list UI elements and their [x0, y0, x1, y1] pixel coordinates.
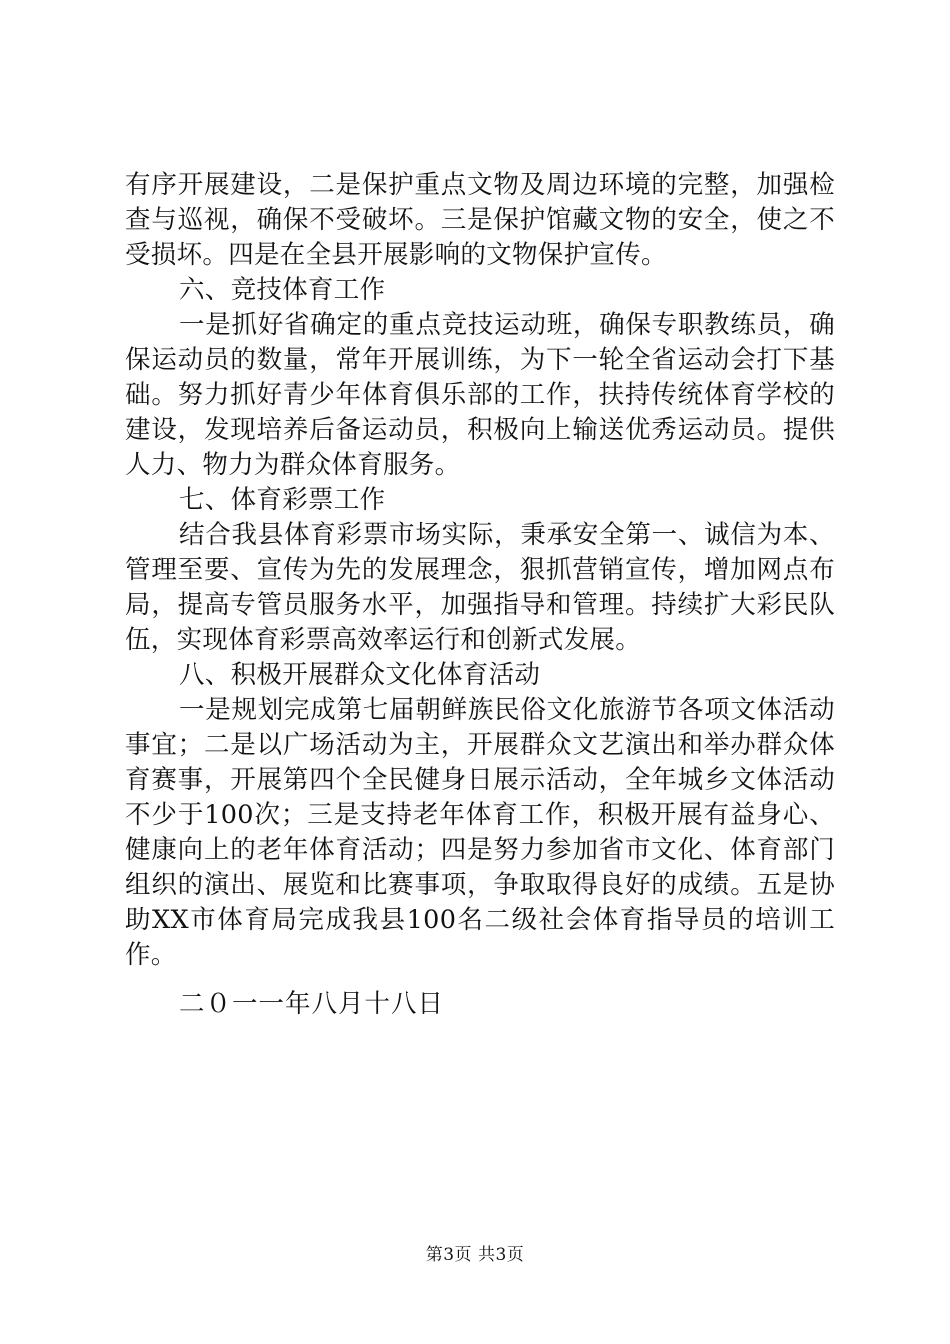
- paragraph-competitive-sports: 一是抓好省确定的重点竞技运动班，确保专职教练员，确保运动员的数量，常年开展训练，为下一轮全省运动会打下基础。努力抓好青少年体育俱乐部的工作，扶持传统体育学校的建设，发现培养后备运动员，积极向上输送优秀运动员。提供人力、物力为群众体育服务。: [125, 310, 835, 480]
- paragraph-sports-lottery: 结合我县体育彩票市场实际，秉承安全第一、诚信为本、管理至要、宣传为先的发展理念，狠抓营销宣传，增加网点布局，提高专管员服务水平，加强指导和管理。持续扩大彩民队伍，实现体育彩票高效率运行和创新式发展。: [125, 520, 835, 655]
- paragraph-mass-cultural-sports: 一是规划完成第七届朝鲜族民俗文化旅游节各项文体活动事宜；二是以广场活动为主，开展群众文艺演出和举办群众体育赛事，开展第四个全民健身日展示活动，全年城乡文体活动不少于100次；三是支持老年体育工作，积极开展有益身心、健康向上的老年体育活动；四是努力参加省市文化、体育部门组织的演出、展览和比赛事项，争取取得良好的成绩。五是协助XX市体育局完成我县100名二级社会体育指导员的培训工作。: [125, 695, 835, 970]
- paragraph-cultural-relics-continued: 有序开展建设，二是保护重点文物及周边环境的完整，加强检查与巡视，确保不受破坏。三是保护馆藏文物的安全，使之不受损坏。四是在全县开展影响的文物保护宣传。: [125, 170, 835, 270]
- heading-competitive-sports: 六、竞技体育工作: [179, 275, 386, 305]
- document-date: 二０一一年八月十八日: [179, 989, 445, 1019]
- page-footer: 第3页 共3页: [425, 1245, 525, 1265]
- document-body: [125, 168, 835, 1022]
- heading-sports-lottery: 七、体育彩票工作: [179, 485, 386, 515]
- heading-mass-cultural-sports: 八、积极开展群众文化体育活动: [179, 660, 541, 690]
